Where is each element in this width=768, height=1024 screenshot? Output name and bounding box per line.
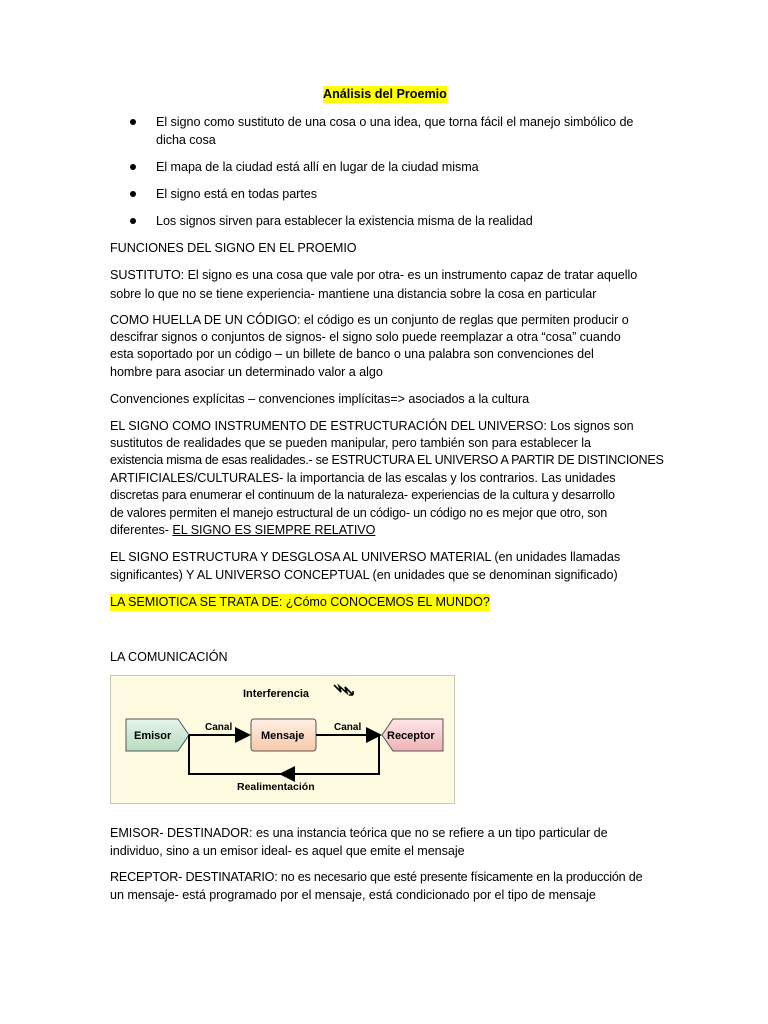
paragraph-line: sobre lo que no se tiene experiencia- mantiene una distancia sobre la cosa en particular xyxy=(110,287,597,301)
paragraph-line: de valores permiten el manejo estructural de un código- un código no es mejor que otro, son xyxy=(110,506,608,520)
paragraph-line: SUSTITUTO: El signo es una cosa que vale por otra- es un instrumento capaz de tratar aquello xyxy=(110,268,638,282)
paragraph-line: esta soportado por un código – un billete de banco o una palabra son convenciones del xyxy=(110,347,594,361)
paragraph-line: EL SIGNO ESTRUCTURA Y DESGLOSA AL UNIVERSO MATERIAL (en unidades llamadas xyxy=(110,550,621,564)
paragraph-line: descifrar signos o conjuntos de signos- el signo solo puede reemplazar a otra “cosa” cuando xyxy=(110,330,621,344)
interference-zigzag xyxy=(334,685,353,695)
page-title: Análisis del Proemio xyxy=(323,87,447,101)
paragraph-line: EL SIGNO COMO INSTRUMENTO DE ESTRUCTURACIÓN DEL UNIVERSO: Los signos son xyxy=(110,419,634,433)
bullet-text-continued: dicha cosa xyxy=(156,133,216,147)
highlighted-line: LA SEMIOTICA SE TRATA DE: ¿Cómo CONOCEMOS EL MUNDO? xyxy=(110,595,490,609)
bullet-text: Los signos sirven para establecer la existencia misma de la realidad xyxy=(156,214,533,228)
paragraph-line: discretas para enumerar el continuum de la naturaleza- experiencias de la cultura y desarrollo xyxy=(110,488,615,502)
realimentacion-label: Realimentación xyxy=(237,781,315,793)
paragraph-line: RECEPTOR- DESTINATARIO: no es necesario que esté presente físicamente en la producción de xyxy=(110,870,643,884)
bullet-dot xyxy=(130,119,136,125)
paragraph-line: significantes) Y AL UNIVERSO CONCEPTUAL (en unidades que se denominan significado) xyxy=(110,568,618,582)
bullet-dot xyxy=(130,218,136,224)
section-heading: LA COMUNICACIÓN xyxy=(110,650,228,664)
paragraph-line: individuo, sino a un emisor ideal- es aquel que emite el mensaje xyxy=(110,844,465,858)
bullet-text: El signo como sustituto de una cosa o una idea, que torna fácil el manejo simbólico de xyxy=(156,115,634,129)
bullet-dot xyxy=(130,164,136,170)
bullet-dot xyxy=(130,191,136,197)
communication-diagram xyxy=(110,675,455,804)
interferencia-label: Interferencia xyxy=(243,688,310,700)
emisor-label: Emisor xyxy=(134,730,172,742)
canal-right-label: Canal xyxy=(334,722,362,733)
paragraph-line: Convenciones explícitas – convenciones implícitas=> asociados a la cultura xyxy=(110,392,530,406)
paragraph-line xyxy=(110,521,375,540)
mensaje-label: Mensaje xyxy=(261,730,305,742)
paragraph-line: EMISOR- DESTINADOR: es una instancia teórica que no se refiere a un tipo particular de xyxy=(110,826,608,840)
paragraph-line: sustitutos de realidades que se pueden manipular, pero también son para establecer la xyxy=(110,436,591,450)
canal-left-label: Canal xyxy=(205,722,233,733)
paragraph-line: existencia misma de esas realidades.- se ESTRUCTURA EL UNIVERSO A PARTIR DE DISTINCIONES xyxy=(110,453,664,467)
paragraph-line: ARTIFICIALES/CULTURALES- la importancia de las escalas y los contrarios. Las unidades xyxy=(110,471,616,485)
bullet-text: El mapa de la ciudad está allí en lugar de la ciudad misma xyxy=(156,160,479,174)
underlined-text: EL SIGNO ES SIEMPRE RELATIVO xyxy=(172,523,376,537)
diagram-svg xyxy=(111,676,454,803)
paragraph-line: hombre para asociar un determinado valor a algo xyxy=(110,365,383,379)
paragraph-line: un mensaje- está programado por el mensaje, está condicionado por el tipo de mensaje xyxy=(110,888,596,902)
paragraph-line: COMO HUELLA DE UN CÓDIGO: el código es un conjunto de reglas que permiten producir o xyxy=(110,313,629,327)
paragraph-text: diferentes- xyxy=(110,523,173,537)
receptor-label: Receptor xyxy=(387,730,435,742)
bullet-text: El signo está en todas partes xyxy=(156,187,317,201)
section-heading: FUNCIONES DEL SIGNO EN EL PROEMIO xyxy=(110,241,357,255)
